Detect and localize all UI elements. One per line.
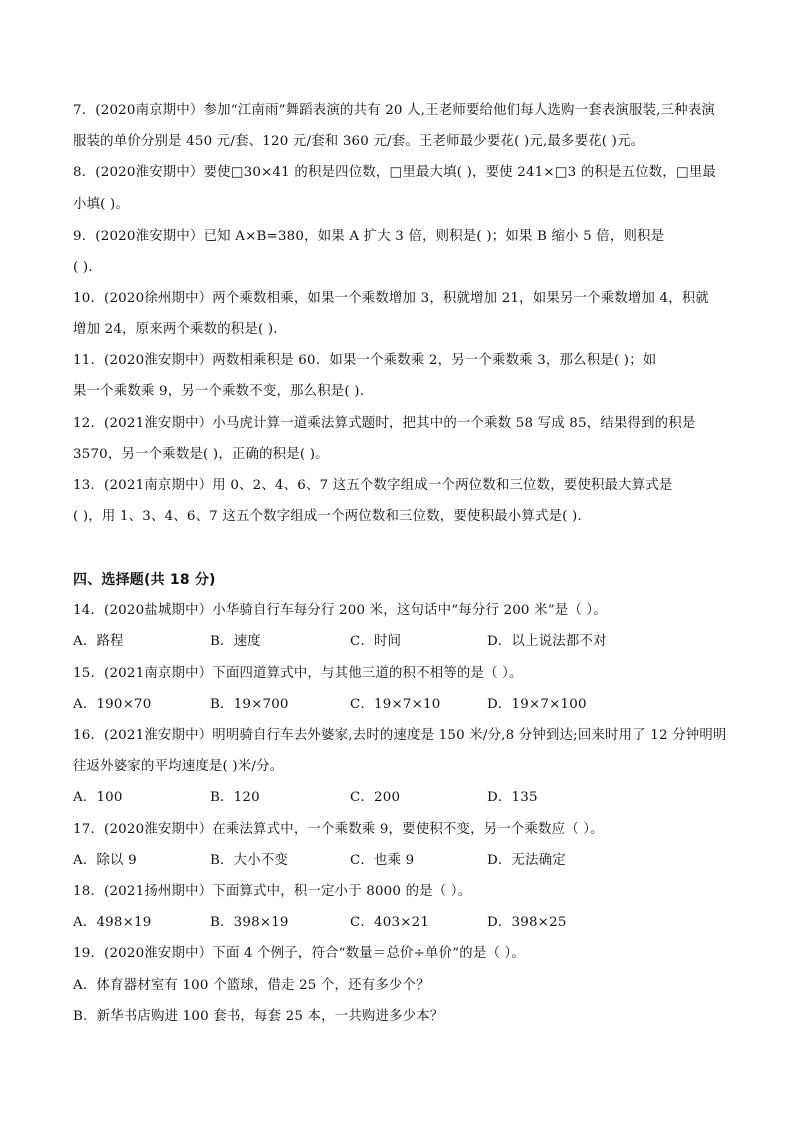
question-18-stem: 18．(2021扬州期中）下面算式中，积一定小于 8000 的是（ ）。 bbox=[73, 884, 472, 899]
option-b[interactable]: B．120 bbox=[210, 790, 260, 805]
question-17-options bbox=[73, 851, 713, 871]
question-13-line-2: ( )，用 1、3、4、6、7 这五个数字组成一个两位数和三位数，要使积最小算式是( ). bbox=[73, 509, 582, 524]
option-a[interactable]: A．100 bbox=[73, 790, 123, 805]
question-13-line-1: 13．(2021南京期中）用 0、2、4、6、7 这五个数字组成一个两位数和三位数，要使积最大算式是 bbox=[73, 478, 673, 493]
question-10-line-2: 增加 24，原来两个乘数的积是( ). bbox=[73, 322, 278, 337]
question-7-line-1: 7．(2020南京期中）参加“江南雨”舞蹈表演的共有 20 人,王老师要给他们每人选购一套表演服装,三种表演 bbox=[73, 103, 716, 118]
option-b[interactable]: B．大小不变 bbox=[210, 853, 288, 868]
option-b[interactable]: B．398×19 bbox=[210, 915, 289, 930]
question-11-line-2: 果一个乘数乘 9，另一个乘数不变，那么积是( ). bbox=[73, 384, 365, 399]
option-a[interactable]: A．除以 9 bbox=[73, 853, 137, 868]
option-c[interactable]: C．403×21 bbox=[350, 915, 430, 930]
question-17-stem: 17．(2020淮安期中）在乘法算式中，一个乘数乘 9，要使积不变，另一个乘数应（ ）。 bbox=[73, 822, 604, 837]
question-11-line-1: 11．(2020淮安期中）两数相乘积是 60．如果一个乘数乘 2，另一个乘数乘 3，那么积是( )；如 bbox=[73, 353, 657, 368]
option-c[interactable]: C．19×7×10 bbox=[350, 697, 441, 712]
option-d[interactable]: D．以上说法都不对 bbox=[487, 634, 607, 649]
question-18-options bbox=[73, 913, 713, 933]
option-b[interactable]: B．速度 bbox=[210, 634, 261, 649]
question-15-stem: 15．(2021南京期中）下面四道算式中，与其他三道的积不相等的是（ ）。 bbox=[73, 666, 523, 681]
section-title: 四、选择题(共 18 分) bbox=[73, 572, 216, 588]
question-16-options bbox=[73, 788, 713, 808]
option-b[interactable]: B．19×700 bbox=[210, 697, 289, 712]
option-d[interactable]: D．19×7×100 bbox=[487, 697, 587, 712]
option-a[interactable]: A．190×70 bbox=[73, 697, 152, 712]
question-7-line-2: 服装的单价分别是 450 元/套、120 元/套和 360 元/套。王老师最少要花( )元,最多要花( )元。 bbox=[73, 134, 645, 149]
question-12-line-2: 3570，另一个乘数是( )，正确的积是( )。 bbox=[73, 447, 329, 462]
question-14-options bbox=[73, 632, 713, 652]
option-d[interactable]: D．135 bbox=[487, 790, 538, 805]
question-9-line-1: 9．(2020淮安期中）已知 A×B=380，如果 A 扩大 3 倍，则积是( )；如果 B 缩小 5 倍，则积是 bbox=[73, 229, 665, 244]
option-c[interactable]: C．200 bbox=[350, 790, 401, 805]
question-15-options bbox=[73, 695, 713, 715]
option-a[interactable]: A．路程 bbox=[73, 634, 124, 649]
question-16-stem-line-2: 往返外婆家的平均速度是( )米/分。 bbox=[73, 759, 284, 774]
question-12-line-1: 12．(2021淮安期中）小马虎计算一道乘法算式题时，把其中的一个乘数 58 写成 85，结果得到的积是 bbox=[73, 416, 696, 431]
question-8-line-2: 小填( )。 bbox=[73, 197, 130, 212]
option-c[interactable]: C．也乘 9 bbox=[350, 853, 415, 868]
option-d[interactable]: D．398×25 bbox=[487, 915, 567, 930]
option-a[interactable]: A．498×19 bbox=[73, 915, 152, 930]
question-14-stem: 14．(2020盐城期中）小华骑自行车每分行 200 米，这句话中“每分行 200 米”是（ ）。 bbox=[73, 603, 607, 618]
option-d[interactable]: D．无法确定 bbox=[487, 853, 566, 868]
question-19-option-b[interactable]: B．新华书店购进 100 套书，每套 25 本，一共购进多少本？ bbox=[73, 1009, 444, 1024]
option-c[interactable]: C．时间 bbox=[350, 634, 402, 649]
question-19-stem: 19．(2020淮安期中）下面 4 个例子，符合“数量＝总价÷单价”的是（ ）。 bbox=[73, 946, 525, 961]
question-19-option-a[interactable]: A．体育器材室有 100 个篮球，借走 25 个，还有多少个？ bbox=[73, 978, 430, 993]
question-10-line-1: 10．(2020徐州期中）两个乘数相乘，如果一个乘数增加 3，积就增加 21，如果另一个乘数增加 4，积就 bbox=[73, 291, 710, 306]
question-8-line-1: 8．(2020淮安期中）要使□30×41 的积是四位数，□里最大填( )，要使 241×□3 的积是五位数，□里最 bbox=[73, 165, 717, 180]
question-9-line-2: ( ). bbox=[73, 260, 93, 275]
question-16-stem-line-1: 16．(2021淮安期中）明明骑自行车去外婆家,去时的速度是 150 米/分,8 分钟到达;回来时用了 12 分钟明明 bbox=[73, 728, 727, 743]
